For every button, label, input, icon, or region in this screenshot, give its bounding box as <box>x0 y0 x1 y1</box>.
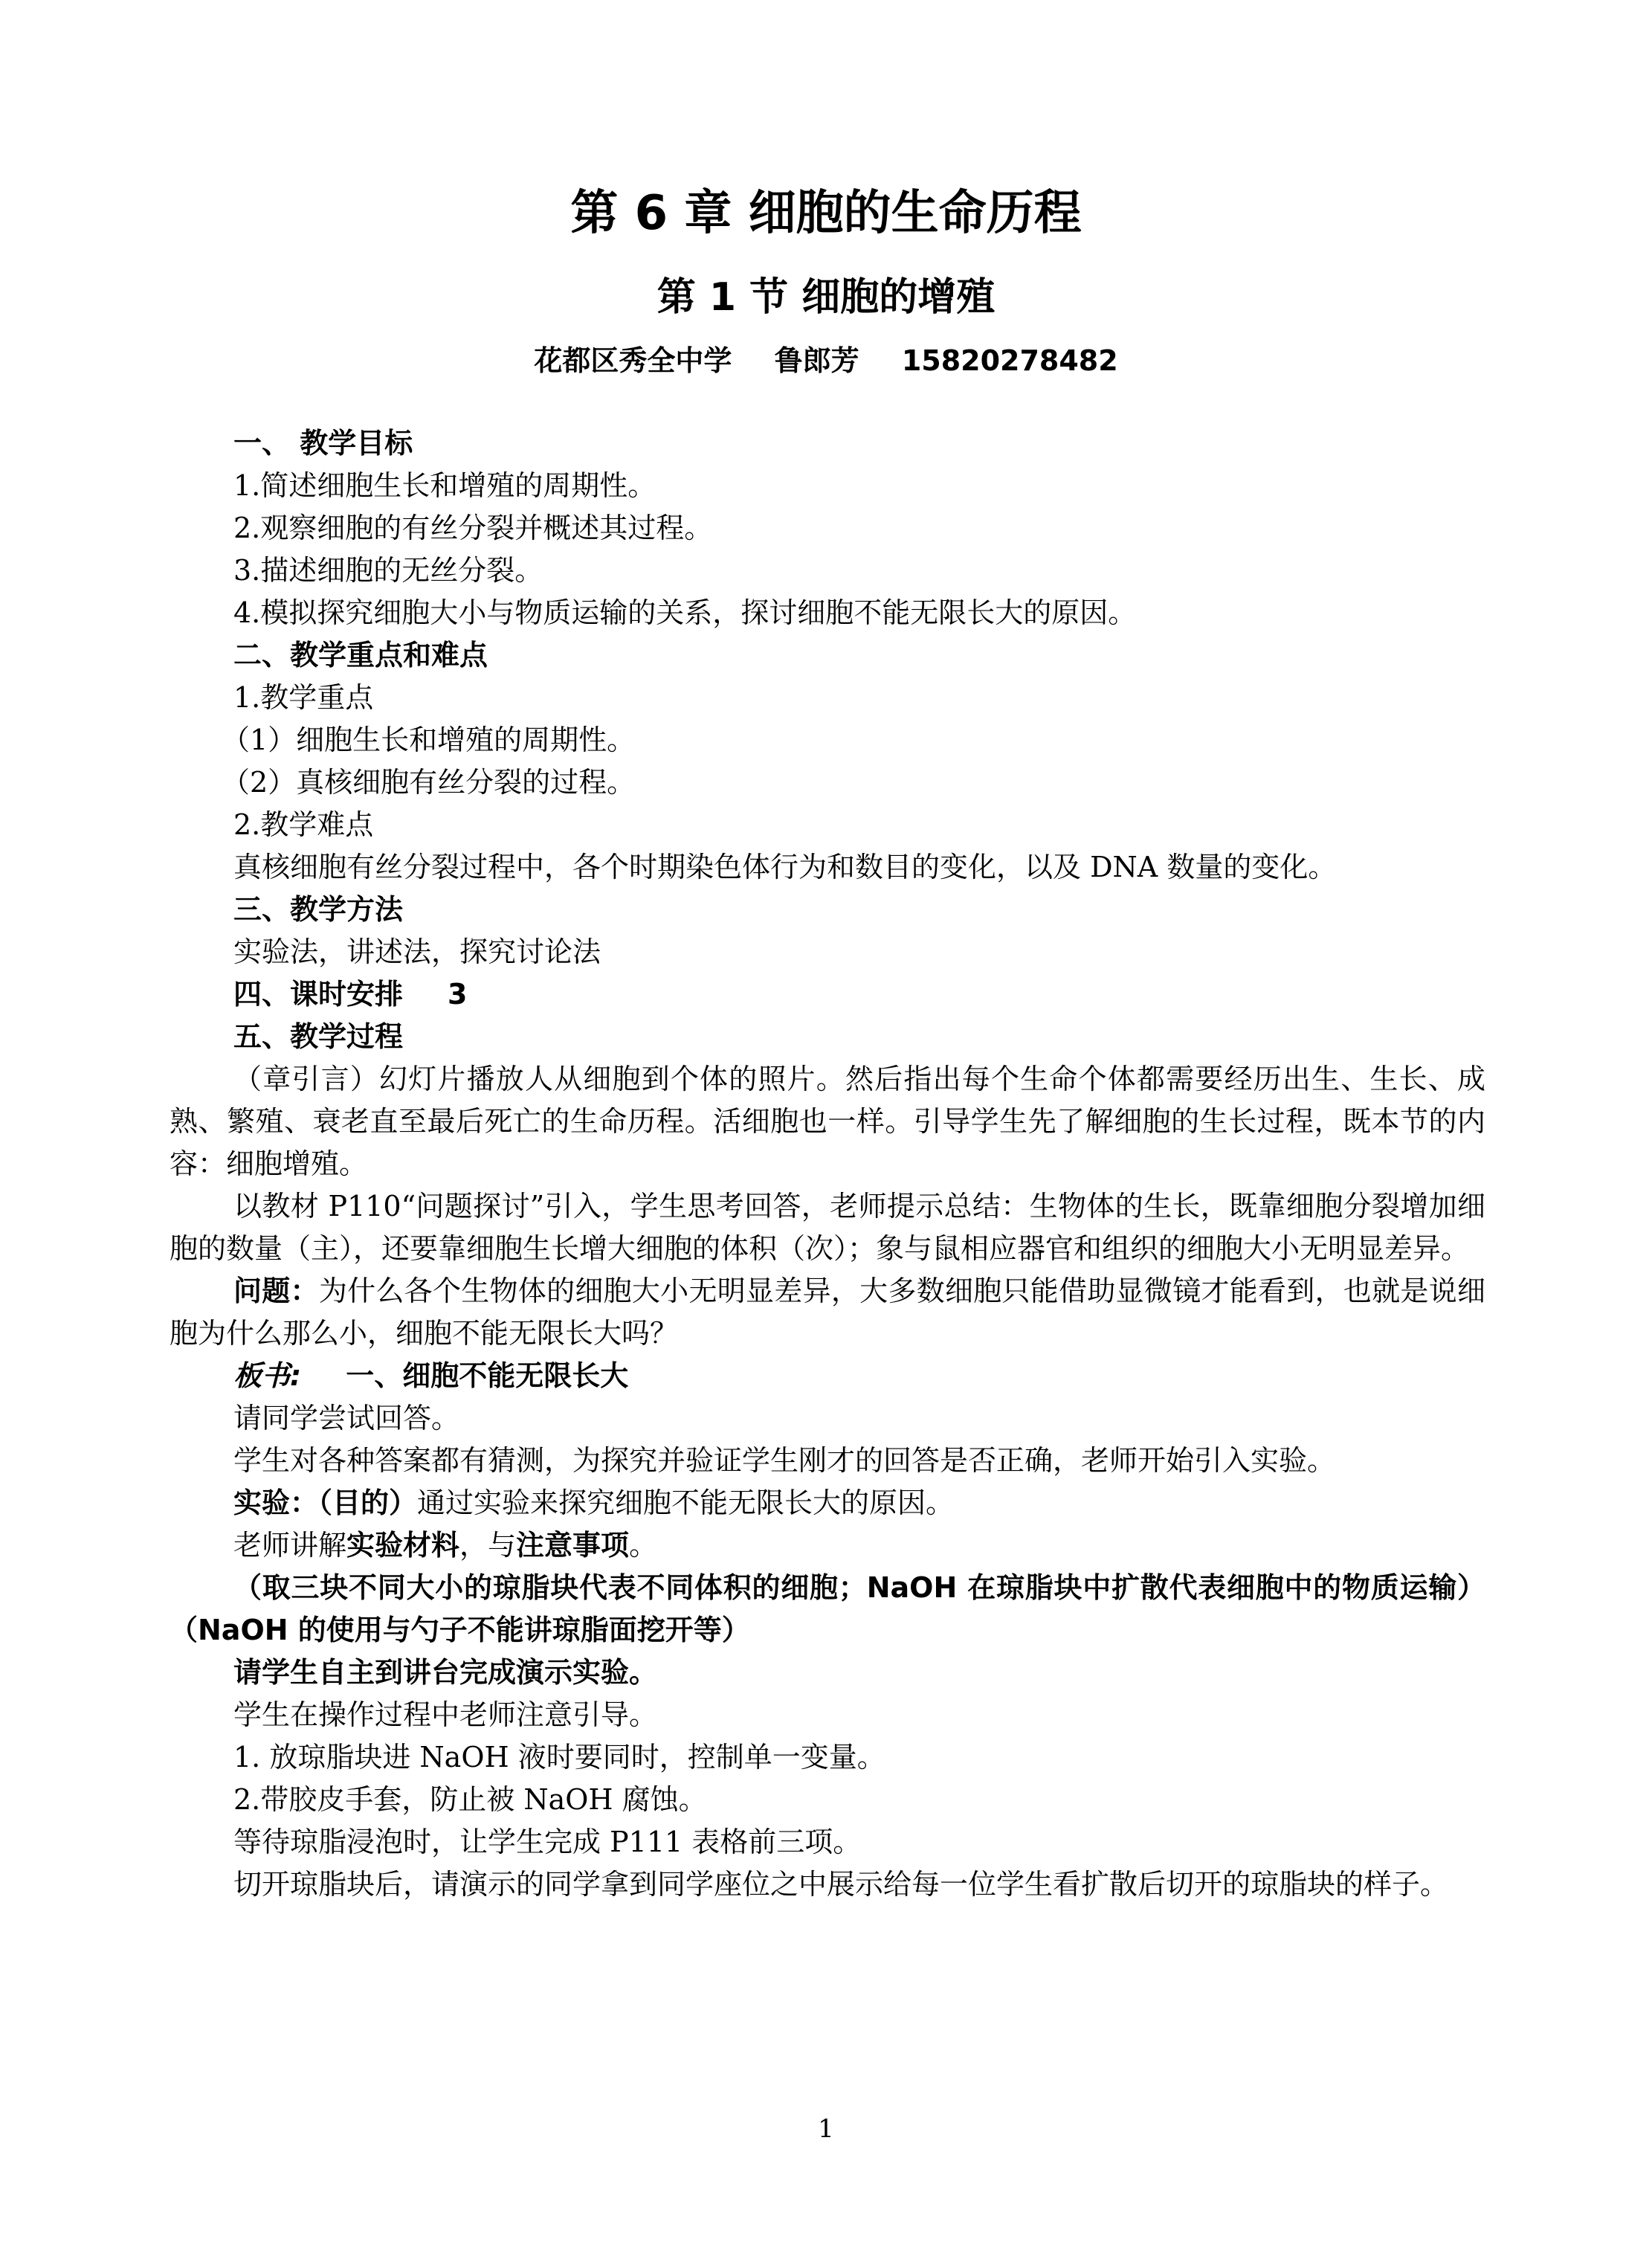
question-label: 问题： <box>233 1275 319 1307</box>
author-phone: 15820278482 <box>901 344 1118 377</box>
difficulty-label: 2.教学难点 <box>233 808 374 841</box>
bold-paragraph: （取三块不同大小的琼脂块代表不同体积的细胞；NaOH 在琼脂块中扩散代表细胞中的物质运输）（NaOH 的使用与勺子不能讲琼脂面挖开等） <box>170 1571 1485 1646</box>
schedule-label: 四、课时安排 <box>233 978 404 1011</box>
section-heading-key-points: 二、教学重点和难点 <box>233 639 488 671</box>
list-item: （2）真核细胞有丝分裂的过程。 <box>222 766 636 799</box>
list-item: 1.简述细胞生长和增殖的周期性。 <box>233 469 656 502</box>
board-text: 一、细胞不能无限长大 <box>346 1359 629 1392</box>
page-number: 1 <box>818 2114 834 2144</box>
board-label: 板书: <box>233 1359 302 1392</box>
paragraph: 学生对各种答案都有猜测，为探究并验证学生刚才的回答是否正确，老师开始引入实验。 <box>233 1444 1336 1477</box>
materials-line <box>170 1524 1485 1567</box>
section-heading-objectives: 一、 教学目标 <box>233 427 413 460</box>
list-item: （1）细胞生长和增殖的周期性。 <box>222 724 636 756</box>
section-heading-methods: 三、教学方法 <box>233 893 404 926</box>
section-heading-process: 五、教学过程 <box>233 1020 404 1053</box>
materials-bold: 实验材料 <box>346 1529 460 1562</box>
precautions-bold: 注意事项 <box>516 1529 630 1562</box>
paragraph: 等待琼脂浸泡时，让学生完成 P111 表格前三项。 <box>233 1826 862 1858</box>
list-item: 2.带胶皮手套，防止被 NaOH 腐蚀。 <box>233 1783 707 1816</box>
paragraph: 以教材 P110“问题探讨”引入，学生思考回答，老师提示总结：生物体的生长，既靠细胞分裂增加细胞的数量（主），还要靠细胞生长增大细胞的体积（次）；象与鼠相应器官和组织的细胞大小无明显差异。 <box>170 1190 1485 1265</box>
chapter-title: 第 6 章 细胞的生命历程 <box>570 186 1082 241</box>
paragraph: 学生在操作过程中老师注意引导。 <box>233 1698 658 1731</box>
question-paragraph <box>170 1270 1485 1355</box>
schedule-value: 3 <box>448 978 468 1011</box>
experiment-label: 实验：（目的） <box>233 1486 418 1519</box>
methods-text: 实验法，讲述法，探究讨论法 <box>233 935 601 968</box>
key-label: 1.教学重点 <box>233 681 374 714</box>
question-text: 为什么各个生物体的细胞大小无明显差异，大多数细胞只能借助显微镜才能看到，也就是说细胞为什么那么小，细胞不能无限长大吗？ <box>170 1275 1485 1350</box>
section-heading-schedule <box>170 973 1485 1016</box>
author-school: 花都区秀全中学 <box>534 344 732 377</box>
experiment-line <box>170 1482 1485 1524</box>
section-title: 第 1 节 细胞的增殖 <box>656 275 996 320</box>
difficulty-text: 真核细胞有丝分裂过程中，各个时期染色体行为和数目的变化，以及 DNA 数量的变化。 <box>233 851 1337 883</box>
paragraph: （章引言）幻灯片播放人从细胞到个体的照片。然后指出每个生命个体都需要经历出生、生长、成熟、繁殖、衰老直至最后死亡的生命历程。活细胞也一样。引导学生先了解细胞的生长过程，既本节的内容：细胞增殖。 <box>170 1063 1485 1180</box>
list-item: 3.描述细胞的无丝分裂。 <box>233 554 543 587</box>
materials-text: 。 <box>629 1529 658 1562</box>
list-item: 1. 放琼脂块进 NaOH 液时要同时，控制单一变量。 <box>233 1741 885 1774</box>
experiment-text: 通过实验来探究细胞不能无限长大的原因。 <box>417 1486 955 1519</box>
paragraph: 切开琼脂块后，请演示的同学拿到同学座位之中展示给每一位学生看扩散后切开的琼脂块的样子。 <box>233 1868 1449 1901</box>
document-body <box>170 422 1485 1906</box>
board-line <box>170 1355 1485 1397</box>
list-item: 2.观察细胞的有丝分裂并概述其过程。 <box>233 512 713 544</box>
paragraph: 请同学尝试回答。 <box>233 1402 460 1434</box>
list-item: 4.模拟探究细胞大小与物质运输的关系，探讨细胞不能无限长大的原因。 <box>233 596 1137 629</box>
author-name: 鲁郎芳 <box>774 344 859 377</box>
materials-text: 老师讲解 <box>233 1529 347 1562</box>
bold-line: 请学生自主到讲台完成演示实验。 <box>233 1656 658 1689</box>
materials-text: ，与 <box>459 1529 517 1562</box>
author-line <box>0 338 1652 383</box>
